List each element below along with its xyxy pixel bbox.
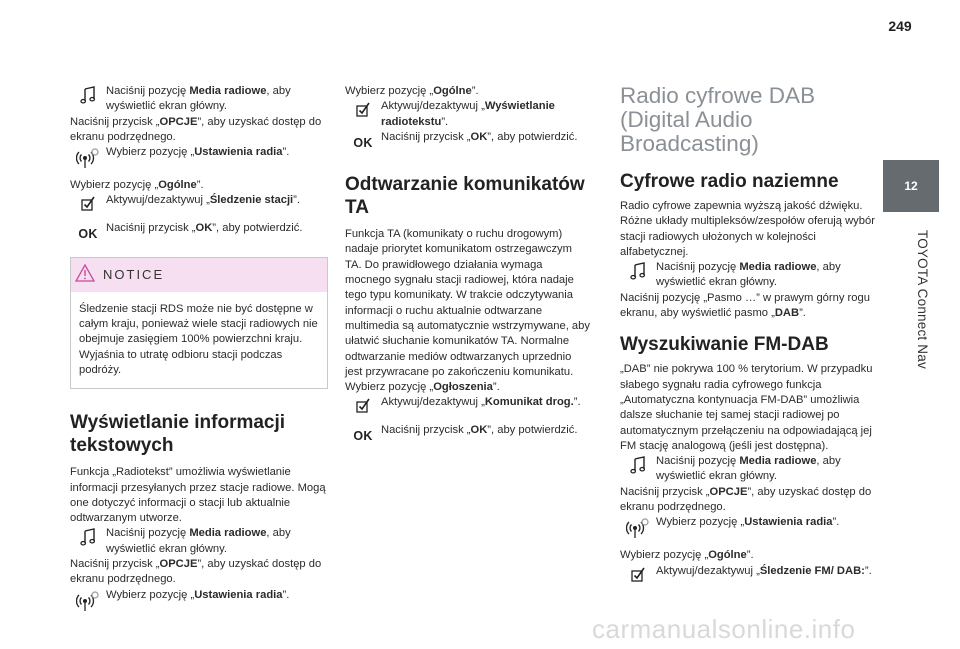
step-traffic-toggle bbox=[345, 395, 590, 413]
section-tab[interactable]: 12 bbox=[883, 160, 939, 212]
instruction-text: Wybierz pozycję „Ogłoszenia”. bbox=[345, 381, 500, 394]
instruction-text: Naciśnij przycisk „OPCJE”, aby uzyskać dostęp do ekranu podrzędnego. bbox=[70, 115, 322, 143]
ok-icon: OK bbox=[78, 227, 98, 242]
step-text: Aktywuj/dezaktywuj „Śledzenie FM/ DAB:”. bbox=[656, 564, 872, 577]
step-text: Aktywuj/dezaktywuj „Wyświetlanie radiotekstu”. bbox=[381, 100, 555, 128]
step-text: Naciśnij przycisk „OK”, aby potwierdzić. bbox=[106, 222, 303, 235]
step-radio-settings bbox=[70, 145, 328, 169]
chapter-title: Radio cyfrowe DAB (Digital Audio Broadcasting) bbox=[620, 83, 816, 156]
step-text: Naciśnij pozycję Media radiowe, aby wyświetlić ekran główny. bbox=[106, 85, 291, 113]
paragraph: Funkcja TA (komunikaty o ruchu drogowym) nadaje priorytet komunikatom ostrzegawczym TA. Do prawidłowego działania wymaga mocnego sygnału stacji radiowej, która nadaje tego typu komunikaty. W trakcie odczytywania informacji o ruchu aktualnie odtwarzane multimedia są automatycznie wstrzymywane, aby ułatwić słuchanie komunikatów TA. Normalne odtwarzanie mediów odtwarzanych uprzednio jest przywracane po zakończeniu komunikatu. bbox=[345, 228, 590, 378]
section-heading: Cyfrowe radio naziemne bbox=[620, 171, 839, 192]
column-3 bbox=[620, 84, 880, 582]
step-fm-dab-toggle bbox=[620, 564, 880, 582]
step-media-radio bbox=[620, 454, 880, 485]
instruction-text: Wybierz pozycję „Ogólne”. bbox=[345, 85, 479, 97]
step-text: Naciśnij pozycję Media radiowe, aby wyświetlić ekran główny. bbox=[656, 455, 841, 483]
instruction-text: Naciśnij pozycję „Pasmo …” w prawym górny rogu ekranu, aby wyświetlić pasmo „DAB”. bbox=[620, 291, 870, 320]
ok-icon: OK bbox=[353, 135, 373, 150]
section-heading: Wyszukiwanie FM-DAB bbox=[620, 334, 829, 356]
step-confirm bbox=[345, 423, 590, 444]
music-note-icon bbox=[70, 526, 106, 546]
instruction-text: Naciśnij przycisk „OPCJE”, aby uzyskać dostęp do ekranu podrzędnego. bbox=[620, 485, 872, 514]
section-heading: Odtwarzanie komunikatów TA bbox=[345, 174, 585, 219]
step-text: Naciśnij przycisk „OK”, aby potwierdzić. bbox=[381, 424, 578, 437]
instruction-text: Naciśnij przycisk „OPCJE”, aby uzyskać dostęp do ekranu podrzędnego. bbox=[70, 558, 322, 586]
music-note-icon bbox=[620, 260, 656, 280]
step-text: Aktywuj/dezaktywuj „Komunikat drog.”. bbox=[381, 396, 581, 409]
step-confirm bbox=[345, 130, 590, 151]
warning-icon bbox=[75, 264, 95, 285]
checkbox-icon bbox=[345, 395, 381, 413]
radio-settings-icon bbox=[70, 588, 106, 612]
step-text: Naciśnij pozycję Media radiowe, aby wyświetlić ekran główny. bbox=[106, 527, 291, 555]
step-media-radio bbox=[70, 526, 328, 557]
notice-header bbox=[71, 258, 327, 292]
step-text: Naciśnij przycisk „OK”, aby potwierdzić. bbox=[381, 130, 578, 143]
step-text: Wybierz pozycję „Ustawienia radia”. bbox=[106, 146, 290, 159]
paragraph: Radio cyfrowe zapewnia wyższą jakość dźwięku. Różne układy multipleksów/zespołów oferują wybór stacji radiowych ułożonych w kolejności alfabetycznej. bbox=[620, 200, 875, 258]
step-radio-settings bbox=[620, 515, 880, 539]
column-2 bbox=[345, 84, 590, 445]
notice-title: NOTICE bbox=[103, 267, 165, 283]
step-text: Wybierz pozycję „Ustawienia radia”. bbox=[656, 516, 840, 529]
step-text: Naciśnij pozycję Media radiowe, aby wyświetlić ekran główny. bbox=[656, 261, 841, 289]
checkbox-icon bbox=[70, 193, 106, 211]
page-number: 249 bbox=[888, 18, 912, 34]
step-confirm bbox=[70, 221, 328, 242]
music-note-icon bbox=[620, 454, 656, 474]
step-radiotext-toggle bbox=[345, 99, 590, 130]
notice-box bbox=[70, 257, 328, 389]
section-heading: Wyświetlanie informacji tekstowych bbox=[70, 412, 286, 457]
step-radio-settings bbox=[70, 588, 328, 612]
ok-icon: OK bbox=[353, 429, 373, 444]
radio-settings-icon bbox=[620, 515, 656, 539]
paragraph: „DAB” nie pokrywa 100 % terytorium. W przypadku słabego sygnału radia cyfrowego funkcja „Automatyczna kontynuacja FM-DAB” umożliwia dalsze słuchanie tej samej stacji radiowej po automatycznym przełączeniu na odpowiadającą jej FM stację analogową (jeśli jest dostępna). bbox=[620, 363, 873, 452]
instruction-text: Wybierz pozycję „Ogólne”. bbox=[70, 179, 204, 192]
side-title: TOYOTA Connect Nav bbox=[915, 230, 930, 369]
step-station-tracking bbox=[70, 193, 328, 211]
watermark: carmanualsonline.info bbox=[592, 614, 856, 644]
music-note-icon bbox=[70, 84, 106, 104]
radio-settings-icon bbox=[70, 145, 106, 169]
notice-text: Śledzenie stacji RDS może nie być dostępne w całym kraju, ponieważ wiele stacji radiowych nie obejmuje zasięgiem 100% powierzchni kraju. Wyjaśnia to utratę odbioru stacji podczas podróży. bbox=[79, 302, 318, 376]
checkbox-icon bbox=[620, 564, 656, 582]
step-text: Wybierz pozycję „Ustawienia radia”. bbox=[106, 588, 290, 601]
step-text: Aktywuj/dezaktywuj „Śledzenie stacji”. bbox=[106, 194, 301, 207]
instruction-text: Wybierz pozycję „Ogólne”. bbox=[620, 549, 754, 562]
step-media-radio bbox=[70, 84, 328, 115]
column-1 bbox=[70, 84, 328, 612]
paragraph: Funkcja „Radiotekst” umożliwia wyświetlanie informacji przesyłanych przez stacje radiowe. Mogą one dotyczyć informacji o stacji lub aktualnie odtwarzanym utworze. bbox=[70, 466, 326, 525]
checkbox-icon bbox=[345, 99, 381, 117]
step-media-radio bbox=[620, 260, 880, 291]
